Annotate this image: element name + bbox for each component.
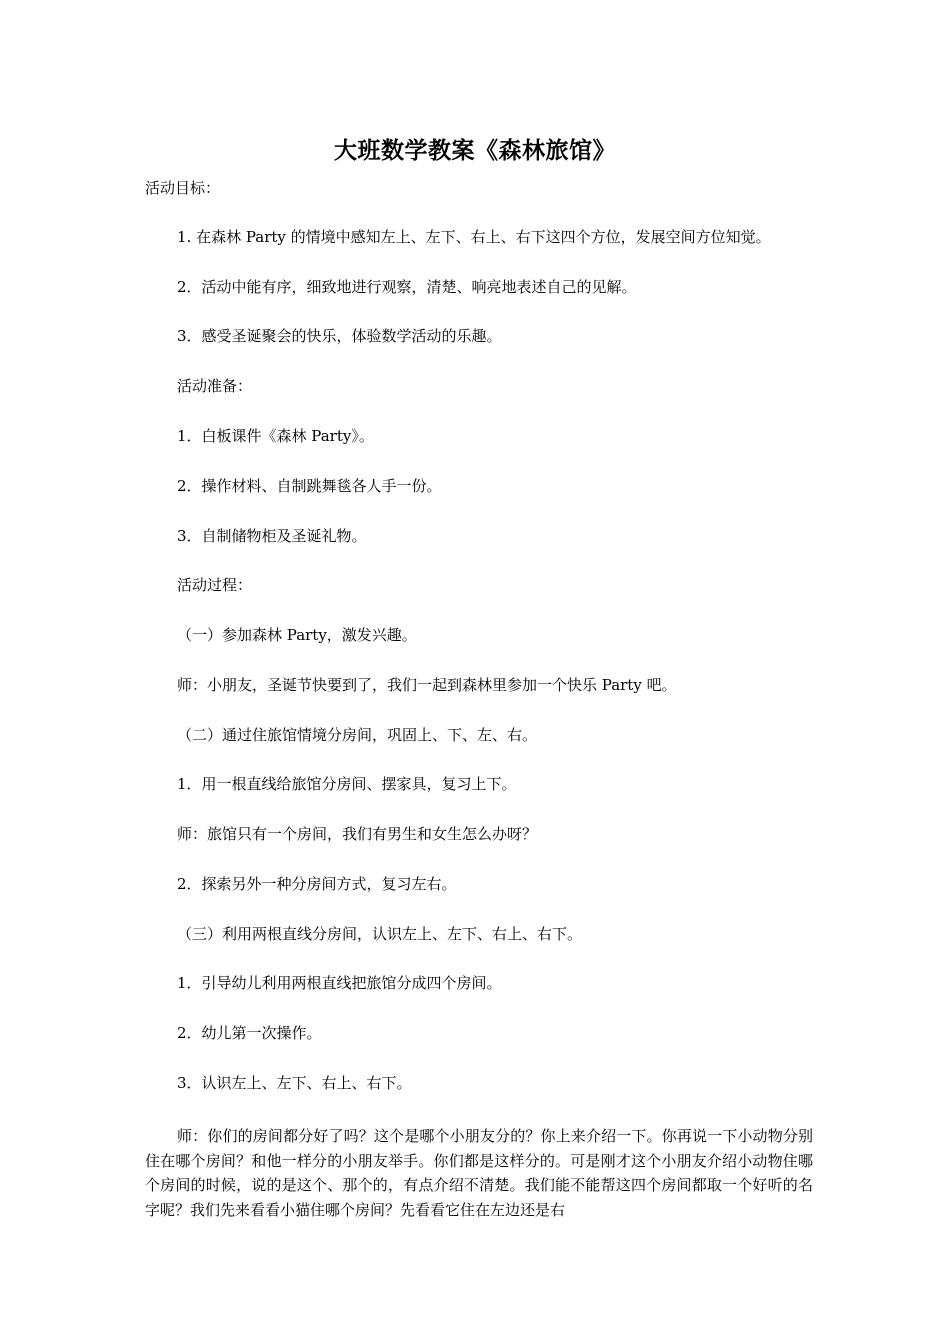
process-item: 师：小朋友，圣诞节快要到了，我们一起到森林里参加一个快乐 Party 吧。 — [177, 676, 677, 694]
heading-prep: 活动准备： — [177, 377, 253, 395]
document-title: 大班数学教案《森林旅馆》 — [334, 137, 616, 164]
process-item: 师：旅馆只有一个房间，我们有男生和女生怎么办呀？ — [177, 825, 538, 843]
prep-item: 3．自制储物柜及圣诞礼物。 — [177, 527, 367, 545]
process-item: （二）通过住旅馆情境分房间，巩固上、下、左、右。 — [177, 726, 538, 744]
prep-item: 2．操作材料、自制跳舞毯各人手一份。 — [177, 477, 442, 495]
process-item: （三）利用两根直线分房间，认识左上、左下、右上、右下。 — [177, 925, 583, 943]
process-item: 1．用一根直线给旅馆分房间、摆家具，复习上下。 — [177, 775, 517, 793]
process-item: 3．认识左上、左下、右上、右下。 — [177, 1074, 412, 1092]
prep-item: 1．白板课件《森林 Party》。 — [177, 427, 374, 445]
goal-item: 1. 在森林 Party 的情境中感知左上、左下、右上、右下这四个方位，发展空间方位知觉。 — [177, 228, 771, 246]
closing-paragraph: 师：你们的房间都分好了吗？这个是哪个小朋友分的？你上来介绍一下。你再说一下小动物分别住在哪个房间？和他一样分的小朋友举手。你们都是这样分的。可是刚才这个小朋友介绍小动物住哪个房间的时候，说的是这个、那个的，有点介绍不清楚。我们能不能帮这四个房间都取一个好听的名字呢？我们先来看看小猫住哪个房间？先看看它住在左边还是右 — [145, 1127, 813, 1219]
goal-item: 3．感受圣诞聚会的快乐，体验数学活动的乐趣。 — [177, 327, 502, 345]
goal-item: 2．活动中能有序，细致地进行观察，清楚、响亮地表述自己的见解。 — [177, 278, 637, 296]
process-item: 2．幼儿第一次操作。 — [177, 1024, 322, 1042]
heading-goals: 活动目标： — [145, 179, 221, 197]
process-item: 2．探索另外一种分房间方式，复习左右。 — [177, 875, 457, 893]
heading-process: 活动过程： — [177, 576, 253, 594]
process-item: 1．引导幼儿利用两根直线把旅馆分成四个房间。 — [177, 974, 502, 992]
process-item: （一）参加森林 Party，激发兴趣。 — [177, 626, 417, 644]
